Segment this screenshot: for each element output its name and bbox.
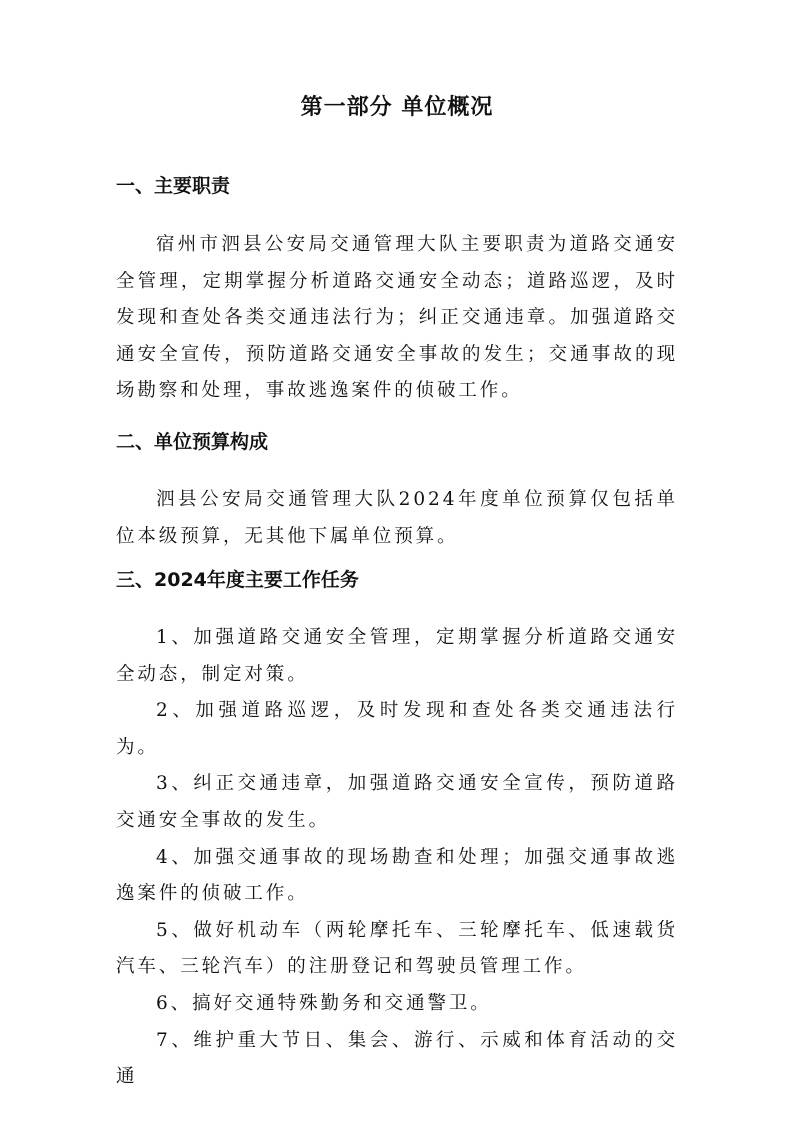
section-heading-main-duties: 一、主要职责 (116, 175, 231, 197)
list-item: 2、加强道路巡逻，及时发现和查处各类交通违法行为。 (116, 700, 678, 758)
list-item: 6、搞好交通特殊勤务和交通警卫。 (156, 992, 492, 1014)
list-item: 4、加强交通事故的现场勘查和处理；加强交通事故逃逸案件的侦破工作。 (116, 846, 678, 905)
page-title: 第一部分 单位概况 (300, 95, 494, 120)
section-heading-budget-composition: 二、单位预算构成 (116, 431, 269, 453)
section-paragraph-budget-composition: 泗县公安局交通管理大队2024年度单位预算仅包括单位本级预算，无其他下属单位预算。 (116, 489, 678, 547)
list-item: 3、纠正交通违章，加强道路交通安全宣传，预防道路交通安全事故的发生。 (116, 773, 678, 831)
list-item: 7、维护重大节日、集会、游行、示威和体育活动的交通 (116, 1029, 678, 1088)
section-heading-work-tasks: 三、2024年度主要工作任务 (116, 569, 359, 591)
list-item: 5、做好机动车（两轮摩托车、三轮摩托车、低速载货汽车、三轮汽车）的注册登记和驾驶员管理工作。 (116, 919, 678, 978)
section-paragraph-main-duties: 宿州市泗县公安局交通管理大队主要职责为道路交通安全管理，定期掌握分析道路交通安全动态；道路巡逻，及时发现和查处各类交通违法行为；纠正交通违章。加强道路交通安全宣传，预防道路交通安全事故的发生；交通事故的现场勘察和处理，事故逃逸案件的侦破工作。 (116, 234, 678, 402)
list-item: 1、加强道路交通安全管理，定期掌握分析道路交通安全动态，制定对策。 (116, 627, 678, 685)
work-task-list (0, 620, 794, 1096)
